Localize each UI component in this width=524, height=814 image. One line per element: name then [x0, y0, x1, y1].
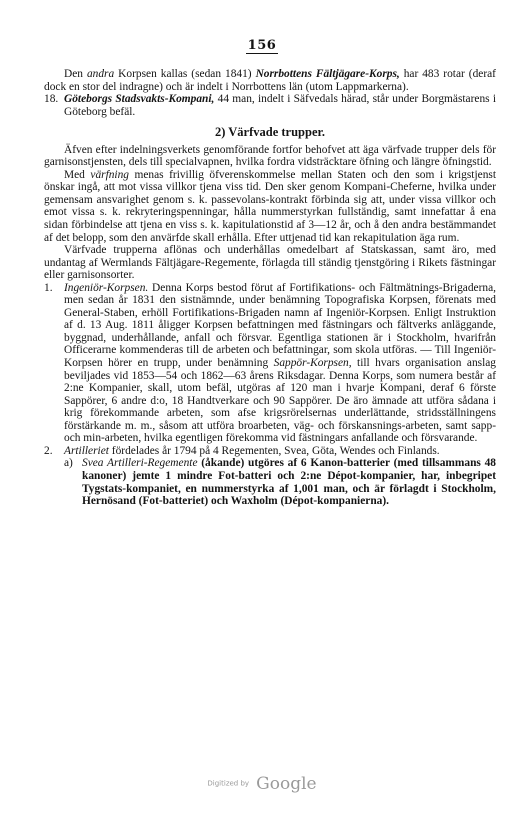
- paragraph-1: Äfven efter indelningsverkets genomförande fortfor behofvet att äga värfvade trupper dels för garnisonstjensten, dels till specialvapnen, hvilka fordra vidsträcktare öfning och längre öfningstid.: [44, 143, 496, 169]
- text-run-italic: Svea Artilleri-Regemente: [82, 457, 198, 470]
- item-number: 1.: [44, 281, 53, 294]
- list-item-2: [44, 445, 496, 458]
- paragraph-norrbotten: [44, 68, 496, 93]
- list-item-18: [44, 93, 496, 118]
- text-run-italic: Göteborgs Stadsvakts-Kompani,: [64, 93, 215, 106]
- list-item-1: [44, 282, 496, 445]
- body-text: [44, 68, 496, 508]
- item-number: 18.: [44, 93, 59, 106]
- text-run: (åkande) utgöres af 6 Kanon-batterier (med tillsammans 48 kanoner) jemte 1 mindre Fot-batteri och 2:ne Dépot-kompanier, har, inbegripet Tygstats-kompaniet, en nummerstyrka af 1,001 man, och är förlagdt i Stockholm, Hernösand (Fot-batteriet) och Waxholm (Dépot-kompanierna).: [82, 457, 496, 508]
- text-run-italic: andra: [86, 68, 115, 80]
- text-run: fördelades år 1794 på 4 Regementen, Svea, Göta, Wendes och Finlands.: [108, 444, 440, 457]
- text-run-italic: Artilleriet: [64, 444, 109, 457]
- section-heading: 2) Värfvade trupper.: [214, 125, 326, 140]
- digitized-by-watermark: [0, 773, 524, 794]
- item-body: [64, 93, 496, 118]
- text-run-italic: värfning: [90, 168, 129, 181]
- text-run: Korpsen kallas (sedan 1841): [114, 68, 256, 80]
- text-run: till hvars organisation anslag beviljades vid 1853—54 och 1862—63 årens Riksdagar. Denna Korps, som numera består af 2:ne Kompanier, skall, utom befäl, utgöras af 120 man i hvarje Kompani, deraf 6 förste Sappörer, 6 andre d:o, 18 Handtverkare och 90 Sappörer. De äro ämnade att utföra sådana i krig förekommande arbeten, som afse krigsrörelsernas underlättande, stridsställningens förstärkande m. m., såsom att utföra broarbeten, väg- och förskansnings-arbeten, samt sapp- och min-arbeten, hvilka egentligen förekomma vid fästningars anfallande och försvarande.: [64, 357, 496, 445]
- list-item-2a: [44, 457, 496, 507]
- paragraph-3: Värfvade trupperna aflönas och underhållas omedelbart af Statskassan, samt äro, med undantag af Wermlands Fältjägare-Regemente, förlagda till ständig tjenstgöring i Rikets fästningar eller garnisonsorter.: [44, 244, 496, 282]
- watermark-small-text: Digitized by: [207, 779, 250, 788]
- text-run-italic: Sappör-Korpsen,: [273, 357, 352, 370]
- item-body: [64, 282, 496, 445]
- item-body: [64, 445, 496, 458]
- text-run-italic: Ingeniör-Korpsen.: [64, 281, 149, 294]
- item-body: [82, 457, 496, 507]
- paragraph-2: [44, 169, 496, 244]
- watermark-logo-text: Google: [256, 773, 317, 794]
- item-number: 2.: [44, 444, 53, 457]
- text-run: menas frivillig öfverenskommelse mellan Staten och den som i krigstjenst önskar ingå, att mot vissa villkor tjena viss tid. Den sker genom Kompani-Cheferne, hvilka under gemensam ansvarighet genom s. k. passevolans-kontrakt förbinda sig att, under vissa villkor och emot vissa s. k. rekryteringspenningar, hålla nummerstyrkan fullständig, samt innefattar å ena sidan förbindelse att tjena en viss s. k. kapitulationstid af 3—12 år, och å den andra bestämmandet af det belopp, som den anvärfde skall erhålla. Efter uttjenad tid kan rekapitulation äga rum.: [44, 168, 496, 244]
- text-run-italic: Norrbottens Fältjägare-Korps,: [255, 68, 400, 80]
- text-run: har 483 rotar (deraf dock en stor del indragne) och är indelt i Norrbottens län (utom Lappmarkerna).: [44, 68, 496, 93]
- item-number: a): [64, 457, 73, 470]
- text-run: 44 man, indelt i Säfvedals härad, står under Borgmästarens i Göteborg befäl.: [64, 93, 496, 118]
- text-run: Denna Korps bestod förut af Fortifikations- och Fältmätnings-Brigaderna, men sedan år 1831 den sistnämnde, under benämning Topografiska Korpsen, förenats med General-Staben, erhöll Fortifikations-Brigaden namn af Ingeniör-Korpsen. Enligt Instruktion af d. 13 Aug. 1811 åligger Korpsen befattningen med fästningars och fältverks anläggande, byggnad, underhållande, anfall och försvar. Egentliga stationen är i Stockholm, hvarifrån Officerarne kommenderas till de arbeten och befattningar, som skola utföras. — Till Ingeniör-Korpsen hörer en trupp, under benämning: [64, 281, 496, 370]
- page-number-text: 156: [247, 38, 277, 53]
- page-number: [0, 38, 524, 53]
- text-run: Den: [64, 68, 87, 80]
- text-run: Med: [64, 168, 91, 181]
